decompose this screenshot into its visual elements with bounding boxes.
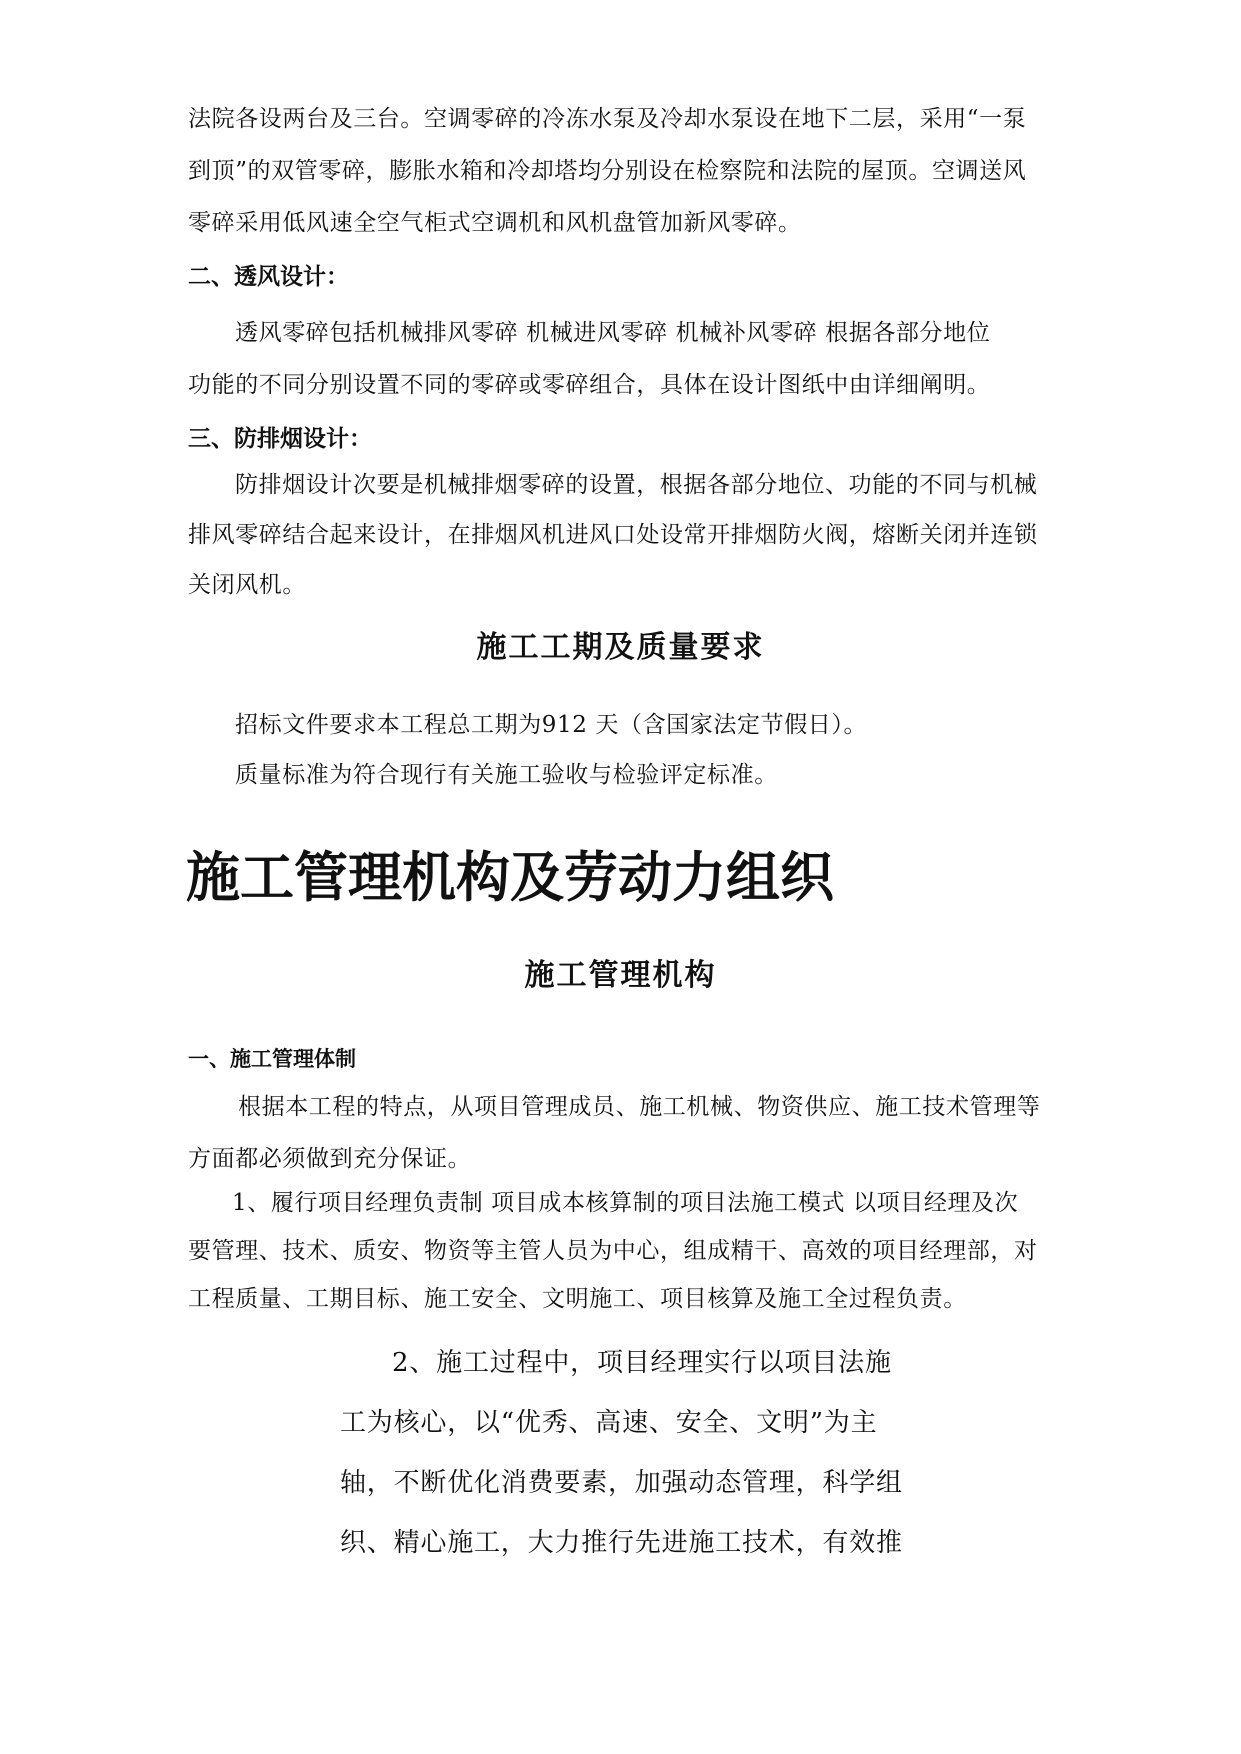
body-text-line: 质量标准为符合现行有关施工验收与检验评定标准。: [235, 762, 778, 788]
body-text-line: 2、施工过程中，项目经理实行以项目法施: [392, 1348, 892, 1378]
body-text-line: 方面都必须做到充分保证。: [188, 1146, 472, 1172]
body-text-line: 工程质量、工期目标、施工安全、文明施工、项目核算及施工全过程负责。: [188, 1286, 967, 1312]
section-title-schedule-quality: 施工工期及质量要求: [476, 630, 765, 665]
body-text-line: 1、履行项目经理负责制 项目成本核算制的项目法施工模式 以项目经理及次: [232, 1190, 1019, 1216]
chapter-title: 施工管理机构及劳动力组织: [186, 846, 834, 909]
body-text-line: 招标文件要求本工程总工期为912 天（含国家法定节假日）。: [235, 712, 868, 738]
body-text-line: 到顶”的双管零碎，膨胀水箱和冷却塔均分别设在检察院和法院的屋顶。空调送风: [188, 158, 1027, 184]
body-text-line: 零碎采用低风速全空气柜式空调机和风机盘管加新风零碎。: [188, 210, 802, 236]
body-text-line: 防排烟设计次要是机械排烟零碎的设置，根据各部分地位、功能的不同与机械: [235, 472, 1038, 498]
body-text-line: 轴，不断优化消费要素，加强动态管理，科学组: [340, 1468, 903, 1498]
body-text-line: 工为核心，以“优秀、高速、安全、文明”为主: [340, 1408, 878, 1438]
section-title-management-org: 施工管理机构: [524, 958, 717, 993]
body-text-line: 功能的不同分别设置不同的零碎或零碎组合，具体在设计图纸中由详细阐明。: [188, 372, 991, 398]
body-text-line: 排风零碎结合起来设计，在排烟风机进风口处设常开排烟防火阀，熔断关闭并连锁: [188, 522, 1038, 548]
body-text-line: 法院各设两台及三台。空调零碎的冷冻水泵及冷却水泵设在地下二层，采用“一泵: [188, 106, 1027, 132]
body-text-line: 根据本工程的特点，从项目管理成员、施工机械、物资供应、施工技术管理等: [238, 1094, 1041, 1120]
body-text-line: 要管理、技术、质安、物资等主管人员为中心，组成精干、高效的项目经理部，对: [188, 1238, 1038, 1264]
section-heading-smoke-control: 三、防排烟设计：: [188, 426, 372, 452]
body-text-line: 透风零碎包括机械排风零碎 机械进风零碎 机械补风零碎 根据各部分地位: [235, 320, 991, 346]
body-text-line: 关闭风机。: [188, 572, 306, 598]
section-heading-ventilation: 二、透风设计：: [188, 264, 349, 290]
section-heading-management-system: 一、施工管理体制: [188, 1047, 356, 1071]
body-text-line: 织、精心施工，大力推行先进施工技术，有效推: [340, 1528, 903, 1558]
